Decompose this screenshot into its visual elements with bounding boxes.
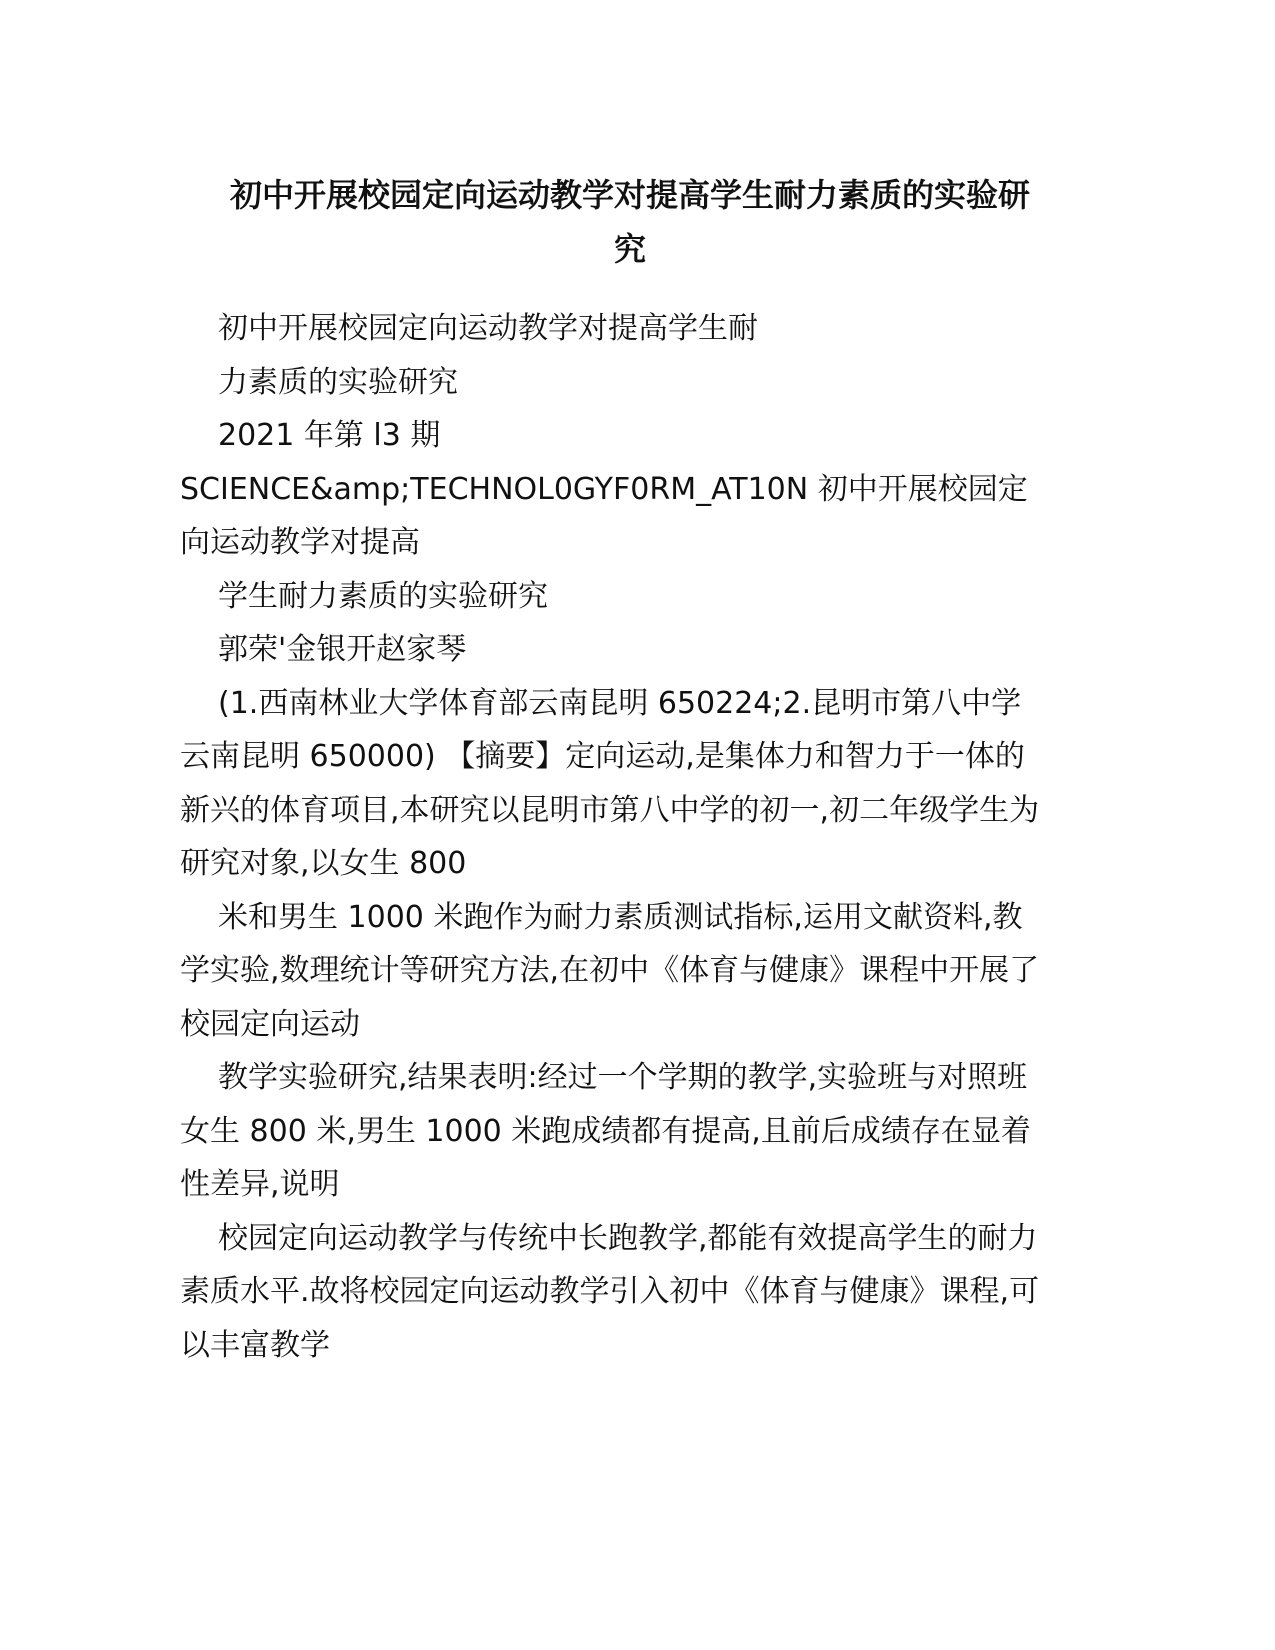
document-title: 初中开展校园定向运动教学对提高学生耐力素质的实验研究 (229, 176, 1030, 268)
document-body (180, 302, 1040, 1372)
paragraph-title-part-1: 初中开展校园定向运动教学对提高学生耐 (218, 311, 758, 346)
paragraph-abstract-conclusion: 校园定向运动教学与传统中长跑教学,都能有效提高学生的耐力素质水平.故将校园定向运动教学引入初中《体育与健康》课程,可以丰富教学 (180, 1220, 1040, 1363)
paragraph-subtitle: 学生耐力素质的实验研究 (218, 578, 548, 614)
paragraph-authors: 郭荣'金银开赵家琴 (218, 632, 467, 667)
paragraph-affiliation-abstract: (1.西南林业大学体育部云南昆明 650224;2.昆明市第八中学云南昆明 650000) 【摘要】定向运动,是集体力和智力于一体的新兴的体育项目,本研究以昆明市第八中学的初一,初二年级学生为研究对象,以女生 800 (180, 685, 1040, 881)
paragraph-title-part-2: 力素质的实验研究 (218, 364, 458, 400)
paragraph-abstract-method: 米和男生 1000 米跑作为耐力素质测试指标,运用文献资料,教学实验,数理统计等研究方法,在初中《体育与健康》课程中开展了校园定向运动 (180, 899, 1040, 1042)
paragraph-abstract-result: 教学实验研究,结果表明:经过一个学期的教学,实验班与对照班女生 800 米,男生 1000 米跑成绩都有提高,且前后成绩存在显着性差异,说明 (180, 1060, 1031, 1202)
document-page (180, 168, 1040, 1372)
paragraph-issue: 2021 年第 l3 期 (218, 418, 441, 453)
paragraph-journal-header: SCIENCE&amp;TECHNOL0GYF0RM_AT10N 初中开展校园定向运动教学对提高 (180, 471, 1028, 560)
